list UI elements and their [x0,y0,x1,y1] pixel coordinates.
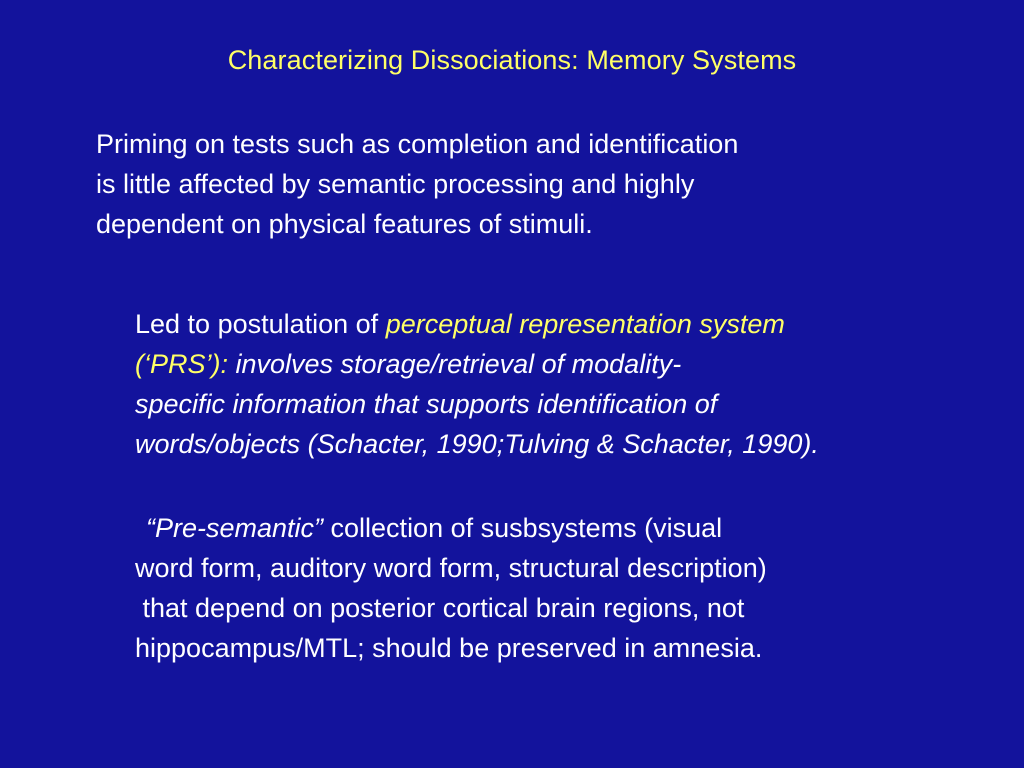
intro-line-1: Priming on tests such as completion and identification [96,129,739,159]
prs-line-2-text: involves storage/retrieval of modality- [228,349,682,379]
intro-line-2: is little affected by semantic processing and highly [96,169,695,199]
prs-line-4: words/objects (Schacter, 1990;Tulving & Schacter, 1990). [135,429,819,459]
presemantic-line-1 [146,508,722,548]
prs-line-2 [135,344,681,384]
intro-line-3: dependent on physical features of stimuli. [96,209,593,239]
presemantic-line-3: that depend on posterior cortical brain regions, not [135,593,745,623]
prs-line-1 [135,304,785,344]
prs-line-1-text: Led to postulation of [135,309,386,339]
presemantic-term: “Pre-semantic” [146,513,324,543]
presemantic-line-4: hippocampus/MTL; should be preserved in amnesia. [135,633,763,663]
prs-abbrev: (‘PRS’): [135,349,228,379]
presemantic-line-2: word form, auditory word form, structural description) [135,553,767,583]
presemantic-line-1-text: collection of susbsystems (visual [323,513,723,543]
prs-line-3: specific information that supports identification of [135,389,718,419]
slide-title: Characterizing Dissociations: Memory Systems [227,45,797,75]
prs-term: perceptual representation system [385,309,785,339]
